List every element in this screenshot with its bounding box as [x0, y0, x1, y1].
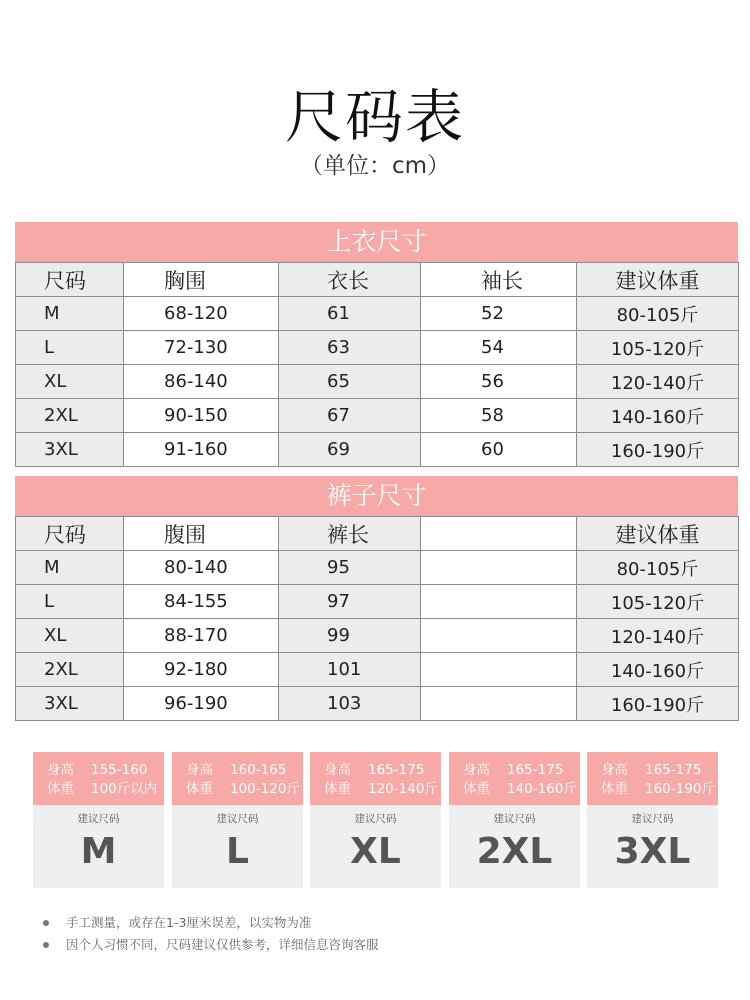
table-cell: 105-120斤	[577, 331, 739, 365]
table-cell: 105-120斤	[577, 585, 739, 619]
column-header: 建议体重	[577, 517, 739, 551]
table-cell: 97	[279, 585, 421, 619]
suggested-size: XL	[350, 831, 401, 872]
card-height-line	[172, 752, 303, 780]
column-header: 腹围	[124, 517, 279, 551]
table-row	[16, 331, 739, 365]
weight-value: 100斤以内	[91, 781, 158, 797]
table-cell: 140-160斤	[577, 653, 739, 687]
table-cell: 58	[421, 399, 577, 433]
column-header: 尺码	[16, 263, 124, 297]
weight-value: 120-140斤	[368, 781, 438, 797]
card-body-measure	[310, 752, 441, 805]
suggested-size: M	[80, 831, 117, 872]
height-label: 身高	[463, 762, 490, 778]
suggested-size: 3XL	[614, 831, 691, 872]
card-body-measure	[587, 752, 718, 805]
table-cell: 68-120	[124, 297, 279, 331]
size-card	[587, 752, 718, 888]
notes	[43, 912, 723, 956]
table-cell: 90-150	[124, 399, 279, 433]
note-text: 手工测量，或存在1-3厘米误差，以实物为准	[66, 915, 312, 930]
height-value: 165-175	[645, 762, 702, 778]
table-cell: 91-160	[124, 433, 279, 467]
note-text: 因个人习惯不同，尺码建议仅供参考，详细信息咨询客服	[66, 937, 379, 952]
suggested-size: L	[226, 831, 249, 872]
note-item	[43, 934, 723, 956]
card-height-line	[310, 752, 441, 780]
table-cell: 96-190	[124, 687, 279, 721]
table-cell: 67	[279, 399, 421, 433]
column-header: 袖长	[421, 263, 577, 297]
weight-value: 160-190斤	[645, 781, 715, 797]
pants-header-row	[16, 517, 739, 551]
tops-section-title: 上衣尺寸	[15, 222, 738, 262]
card-body-measure	[172, 752, 303, 805]
pants-section-title: 裤子尺寸	[15, 476, 738, 516]
tops-size-table	[15, 262, 739, 467]
table-cell	[421, 619, 577, 653]
weight-value: 100-120斤	[230, 781, 300, 797]
table-cell: 95	[279, 551, 421, 585]
table-cell: 103	[279, 687, 421, 721]
suggest-label: 建议尺码	[631, 813, 674, 825]
table-row	[16, 365, 739, 399]
table-cell: 80-140	[124, 551, 279, 585]
column-header: 胸围	[124, 263, 279, 297]
table-cell: M	[16, 297, 124, 331]
weight-label: 体重	[324, 781, 351, 797]
weight-label: 体重	[186, 781, 213, 797]
table-cell: M	[16, 551, 124, 585]
card-weight-line	[310, 780, 441, 799]
suggest-label: 建议尺码	[493, 813, 536, 825]
column-header: 衣长	[279, 263, 421, 297]
table-cell: 80-105斤	[577, 297, 739, 331]
table-cell: 160-190斤	[577, 433, 739, 467]
table-cell: 61	[279, 297, 421, 331]
tops-size-section	[15, 222, 738, 467]
card-weight-line	[172, 780, 303, 799]
table-cell	[421, 687, 577, 721]
table-cell: 69	[279, 433, 421, 467]
pants-size-section	[15, 476, 738, 721]
table-cell: 56	[421, 365, 577, 399]
height-label: 身高	[47, 762, 74, 778]
table-cell	[421, 653, 577, 687]
bullet-dot-icon	[43, 920, 49, 926]
column-header	[421, 517, 577, 551]
table-cell: 88-170	[124, 619, 279, 653]
unit-subtitle: （单位：cm）	[299, 153, 451, 179]
table-row	[16, 433, 739, 467]
table-row	[16, 687, 739, 721]
size-card	[310, 752, 441, 888]
height-value: 165-175	[507, 762, 564, 778]
table-cell: 72-130	[124, 331, 279, 365]
height-label: 身高	[324, 762, 351, 778]
table-cell: 84-155	[124, 585, 279, 619]
table-cell: 92-180	[124, 653, 279, 687]
table-cell	[421, 551, 577, 585]
table-cell: 54	[421, 331, 577, 365]
table-cell: L	[16, 331, 124, 365]
table-cell: 52	[421, 297, 577, 331]
table-row	[16, 399, 739, 433]
page-title: 尺码表	[284, 83, 465, 151]
weight-label: 体重	[47, 781, 74, 797]
column-header: 尺码	[16, 517, 124, 551]
size-recommendation-cards	[33, 752, 723, 888]
card-body-measure	[33, 752, 164, 805]
weight-value: 140-160斤	[507, 781, 577, 797]
table-row	[16, 619, 739, 653]
suggest-label: 建议尺码	[216, 813, 259, 825]
note-item	[43, 912, 723, 934]
table-cell: 86-140	[124, 365, 279, 399]
tops-header-row	[16, 263, 739, 297]
height-value: 160-165	[230, 762, 287, 778]
card-body-measure	[449, 752, 580, 805]
card-height-line	[449, 752, 580, 780]
table-cell: XL	[16, 365, 124, 399]
size-card	[449, 752, 580, 888]
table-cell: 3XL	[16, 433, 124, 467]
table-cell: 3XL	[16, 687, 124, 721]
pants-size-table	[15, 516, 739, 721]
size-card	[172, 752, 303, 888]
table-cell: 160-190斤	[577, 687, 739, 721]
card-weight-line	[449, 780, 580, 799]
table-cell: 60	[421, 433, 577, 467]
table-row	[16, 551, 739, 585]
table-cell: XL	[16, 619, 124, 653]
column-header: 裤长	[279, 517, 421, 551]
suggested-size: 2XL	[476, 831, 553, 872]
table-cell: 120-140斤	[577, 365, 739, 399]
column-header: 建议体重	[577, 263, 739, 297]
height-label: 身高	[186, 762, 213, 778]
table-cell: 65	[279, 365, 421, 399]
bullet-dot-icon	[43, 942, 49, 948]
table-cell: 101	[279, 653, 421, 687]
weight-label: 体重	[463, 781, 490, 797]
height-label: 身高	[601, 762, 628, 778]
table-cell: 2XL	[16, 653, 124, 687]
table-cell: 2XL	[16, 399, 124, 433]
table-cell: 99	[279, 619, 421, 653]
card-weight-line	[33, 780, 164, 799]
suggest-label: 建议尺码	[77, 813, 120, 825]
size-card	[33, 752, 164, 888]
card-height-line	[33, 752, 164, 780]
table-cell: 140-160斤	[577, 399, 739, 433]
weight-label: 体重	[601, 781, 628, 797]
card-weight-line	[587, 780, 718, 799]
table-row	[16, 585, 739, 619]
table-row	[16, 653, 739, 687]
table-cell: L	[16, 585, 124, 619]
height-value: 155-160	[91, 762, 148, 778]
card-height-line	[587, 752, 718, 780]
table-cell: 63	[279, 331, 421, 365]
table-cell	[421, 585, 577, 619]
suggest-label: 建议尺码	[354, 813, 397, 825]
table-cell: 80-105斤	[577, 551, 739, 585]
table-cell: 120-140斤	[577, 619, 739, 653]
height-value: 165-175	[368, 762, 425, 778]
table-row	[16, 297, 739, 331]
